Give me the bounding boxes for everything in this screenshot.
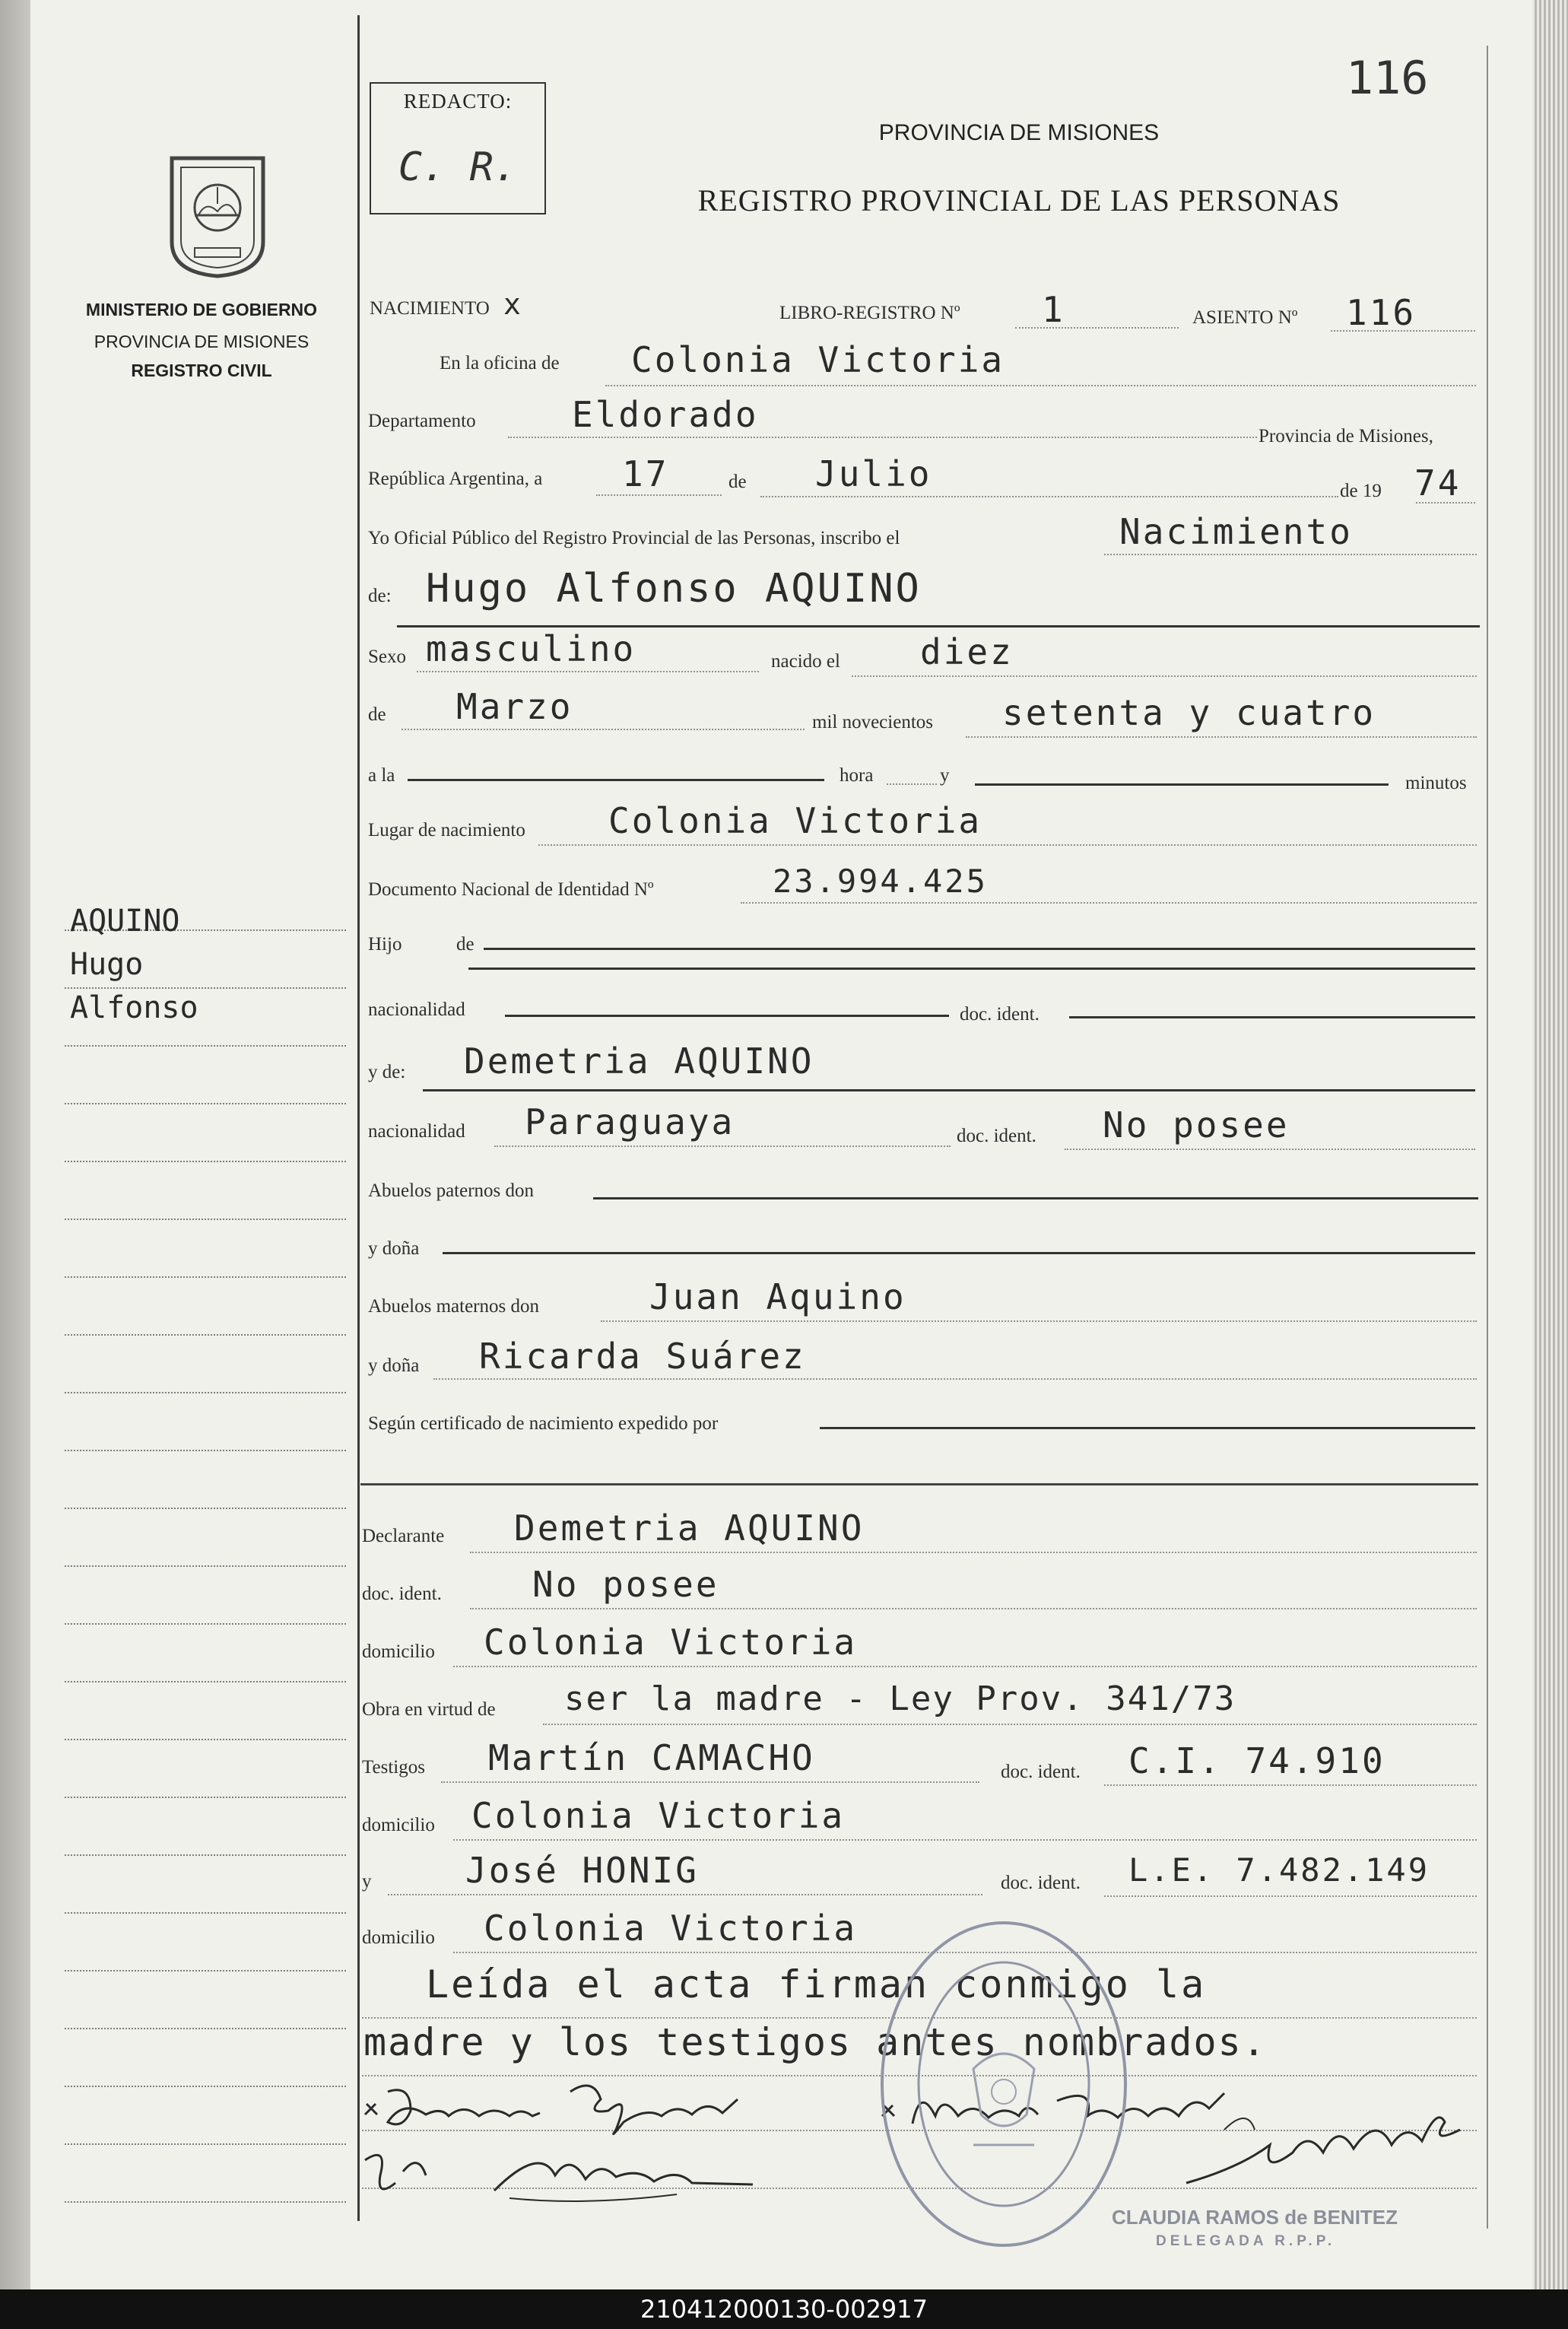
- declarante-domicilio-line: [453, 1666, 1477, 1667]
- libro-registro-label: LIBRO-REGISTRO Nº: [779, 303, 960, 323]
- sidebar-dotted-row: [65, 1392, 346, 1393]
- testigo1-domicilio-label: domicilio: [362, 1815, 435, 1835]
- right-rule: [1487, 46, 1488, 2229]
- sexo-line: [417, 671, 759, 672]
- year-value: 74: [1414, 462, 1462, 504]
- nacimiento-mark: x: [503, 288, 523, 321]
- birth-month-line: [402, 729, 805, 730]
- hora-line: [408, 779, 824, 781]
- testigo1-doc-label: doc. ident.: [1001, 1762, 1081, 1782]
- declarante-doc-label: doc. ident.: [362, 1584, 442, 1604]
- sexo-label: Sexo: [368, 647, 406, 667]
- mother-name: Demetria AQUINO: [464, 1041, 814, 1082]
- lugar-line: [538, 844, 1477, 846]
- sidebar-dotted-row: [65, 1219, 346, 1220]
- stamp-clerk-role: DELEGADA R.P.P.: [1156, 2233, 1336, 2249]
- hijo-de-label: de: [456, 934, 475, 955]
- hora-dots: [887, 783, 937, 785]
- departamento-line: [508, 437, 1257, 438]
- sidebar-dotted-row: [65, 987, 346, 989]
- de-month-label: de: [368, 704, 386, 725]
- ministry-line-3: REGISTRO CIVIL: [131, 361, 272, 380]
- closing-line-2: madre y los testigos antes nombrados.: [363, 2020, 1267, 2064]
- abuelo-materno-value: Juan Aquino: [649, 1276, 906, 1317]
- dni-value: 23.994.425: [773, 863, 988, 900]
- redacto-box: [370, 82, 546, 214]
- testigo2-line: [388, 1894, 982, 1895]
- father-line-2: [468, 968, 1475, 970]
- day-line: [596, 494, 722, 496]
- obra-line: [543, 1724, 1477, 1725]
- sidebar-dotted-row: [65, 1103, 346, 1104]
- testigo2-y-label: y: [362, 1871, 372, 1892]
- sidebar-dotted-row: [65, 1508, 346, 1509]
- abuelo-paterno-line: [593, 1197, 1478, 1199]
- margin-rule: [357, 15, 360, 2221]
- inscribo-value: Nacimiento: [1119, 511, 1353, 552]
- testigo1-doc: C.I. 74.910: [1128, 1740, 1385, 1781]
- declarante-doc: No posee: [532, 1564, 719, 1605]
- ministry-line-2: PROVINCIA DE MISIONES: [94, 332, 309, 351]
- departamento-label: Departamento: [368, 411, 476, 431]
- asiento-value: 116: [1346, 292, 1417, 333]
- sidebar-dotted-row: [65, 1739, 346, 1740]
- sexo-value: masculino: [426, 628, 636, 669]
- abuela-paterna-line: [443, 1252, 1475, 1254]
- birth-month-value: Marzo: [456, 686, 573, 727]
- provincial-seal-icon: [157, 151, 278, 280]
- hora-label: hora: [840, 765, 874, 786]
- testigo2-doc-line: [1104, 1895, 1477, 1897]
- mother-doc: No posee: [1103, 1104, 1290, 1145]
- declarante-value: Demetria AQUINO: [514, 1508, 865, 1549]
- redacto-initials: C. R.: [398, 145, 518, 190]
- lugar-value: Colonia Victoria: [608, 800, 982, 841]
- declarante-domicilio-label: domicilio: [362, 1641, 435, 1662]
- oficial-text: Yo Oficial Público del Registro Provincial de las Personas, inscribo el: [368, 528, 900, 548]
- declarante-doc-line: [470, 1608, 1477, 1609]
- sidebar-dotted-row: [65, 2201, 346, 2203]
- abuelos-paternos-label: Abuelos paternos don: [368, 1180, 535, 1201]
- father-doc-line: [1069, 1016, 1475, 1018]
- nacimiento-label: NACIMIENTO: [370, 298, 490, 319]
- official-signature: [1179, 2099, 1483, 2198]
- yde-label: y de:: [368, 1062, 406, 1082]
- de-name-label: de:: [368, 586, 392, 606]
- sidebar-dotted-row: [65, 1045, 346, 1047]
- name-line: [397, 625, 1480, 628]
- mother-doc-line: [1065, 1149, 1475, 1150]
- page-number: 116: [1346, 52, 1429, 105]
- republica-label: República Argentina, a: [368, 469, 543, 489]
- segun-line: [820, 1427, 1475, 1429]
- father-nacionalidad-line: [505, 1015, 949, 1017]
- testigo2-domicilio: Colonia Victoria: [484, 1908, 858, 1949]
- sidebar-dotted-row: [65, 1334, 346, 1336]
- oficina-line: [605, 385, 1476, 386]
- abuela-materna-label: y doña: [368, 1355, 420, 1376]
- registry-title: REGISTRO PROVINCIAL DE LAS PERSONAS: [697, 183, 1341, 218]
- sidebar-middle-name: Alfonso: [70, 990, 198, 1025]
- testigo2-doc-label: doc. ident.: [1001, 1873, 1081, 1893]
- ministry-line-1: MINISTERIO DE GOBIERNO: [85, 300, 318, 319]
- nacido-label: nacido el: [771, 651, 840, 672]
- mother-line: [423, 1089, 1475, 1091]
- sidebar-dotted-row: [65, 1623, 346, 1625]
- mother-nacionalidad-line: [494, 1145, 951, 1147]
- asiento-label: ASIENTO Nº: [1192, 307, 1298, 328]
- de-label: de: [728, 472, 747, 492]
- sidebar-dotted-row: [65, 1854, 346, 1856]
- witness2-signature: [357, 2130, 814, 2213]
- section-divider: [360, 1483, 1478, 1485]
- libro-registro-line: [1015, 327, 1179, 329]
- segun-label: Según certificado de nacimiento expedido por: [368, 1413, 719, 1434]
- dni-label: Documento Nacional de Identidad Nº: [368, 879, 654, 900]
- testigo1-line: [441, 1781, 979, 1783]
- declarante-label: Declarante: [362, 1526, 445, 1546]
- declarante-line: [470, 1552, 1477, 1553]
- testigo2-name: José HONIG: [465, 1850, 699, 1891]
- year-label: de 19: [1340, 481, 1382, 501]
- registry-stamp-icon: [874, 1917, 1133, 2251]
- image-id-footer: 210412000130-002917: [0, 2289, 1568, 2329]
- sidebar-dotted-row: [65, 1912, 346, 1914]
- abuela-materna-line: [433, 1378, 1477, 1380]
- lugar-label: Lugar de nacimiento: [368, 820, 525, 840]
- sidebar-surname: AQUINO: [70, 904, 180, 939]
- hijo-label: Hijo: [368, 934, 402, 955]
- sidebar-dotted-row: [65, 2143, 346, 2145]
- testigos-label: Testigos: [362, 1757, 425, 1778]
- libro-registro-value: 1: [1042, 289, 1065, 330]
- mil-value: setenta y cuatro: [1002, 692, 1376, 733]
- oficina-value: Colonia Victoria: [631, 339, 1005, 380]
- sidebar-dotted-row: [65, 1565, 346, 1567]
- stamp-clerk-name: CLAUDIA RAMOS de BENITEZ: [1112, 2206, 1398, 2229]
- father-doc-label: doc. ident.: [960, 1004, 1040, 1025]
- inscribo-line: [1104, 554, 1477, 555]
- redacto-label: REDACTO:: [403, 90, 513, 113]
- abuelo-materno-line: [601, 1320, 1477, 1322]
- abuela-materna-value: Ricarda Suárez: [479, 1336, 806, 1377]
- abuela-paterna-label: y doña: [368, 1238, 420, 1259]
- mother-nacionalidad-label: nacionalidad: [368, 1121, 465, 1142]
- father-line: [484, 948, 1475, 950]
- sidebar-dotted-row: [65, 1797, 346, 1798]
- father-nacionalidad-label: nacionalidad: [368, 999, 465, 1020]
- testigo1-domicilio: Colonia Victoria: [471, 1795, 846, 1836]
- testigo1-name: Martín CAMACHO: [488, 1737, 815, 1778]
- sidebar-dotted-row: [65, 2086, 346, 2087]
- sidebar-dotted-row: [65, 1970, 346, 1972]
- dni-line: [741, 902, 1477, 904]
- minutos-line: [975, 783, 1389, 786]
- mil-line: [966, 736, 1477, 738]
- sidebar-dotted-row: [65, 1276, 346, 1278]
- sidebar-first-name: Hugo: [70, 947, 144, 982]
- provincia-suffix: Provincia de Misiones,: [1259, 426, 1433, 446]
- sidebar-dotted-row: [65, 1161, 346, 1162]
- nacido-value: diez: [920, 631, 1014, 672]
- oficina-label: En la oficina de: [440, 353, 560, 373]
- declarante-domicilio: Colonia Victoria: [484, 1622, 858, 1663]
- nacido-line: [852, 675, 1477, 677]
- sidebar-dotted-row: [65, 2028, 346, 2029]
- abuelos-maternos-label: Abuelos maternos don: [368, 1296, 539, 1317]
- a-la-label: a la: [368, 765, 395, 786]
- registered-name: Hugo Alfonso AQUINO: [426, 566, 922, 612]
- testigo1-domicilio-line: [453, 1839, 1477, 1841]
- testigo1-doc-line: [1104, 1784, 1477, 1786]
- departamento-value: Eldorado: [572, 394, 759, 435]
- obra-label: Obra en virtud de: [362, 1699, 496, 1720]
- closing-line-1: Leída el acta firman conmigo la: [426, 1962, 1207, 2006]
- sidebar-dotted-row: [65, 1681, 346, 1682]
- month-line: [760, 496, 1338, 497]
- province-heading: PROVINCIA DE MISIONES: [878, 120, 1160, 145]
- testigo2-domicilio-label: domicilio: [362, 1927, 435, 1948]
- obra-value: ser la madre - Ley Prov. 341/73: [564, 1679, 1236, 1718]
- sidebar-dotted-row: [65, 1450, 346, 1451]
- minutos-label: minutos: [1405, 773, 1467, 793]
- mil-label: mil novecientos: [812, 712, 933, 732]
- y-label: y: [940, 765, 950, 786]
- mother-doc-label: doc. ident.: [957, 1126, 1036, 1146]
- day-value: 17: [622, 453, 669, 494]
- mother-nationality: Paraguaya: [525, 1101, 735, 1142]
- testigo2-doc: L.E. 7.482.149: [1128, 1851, 1430, 1889]
- month-value: Julio: [815, 453, 932, 494]
